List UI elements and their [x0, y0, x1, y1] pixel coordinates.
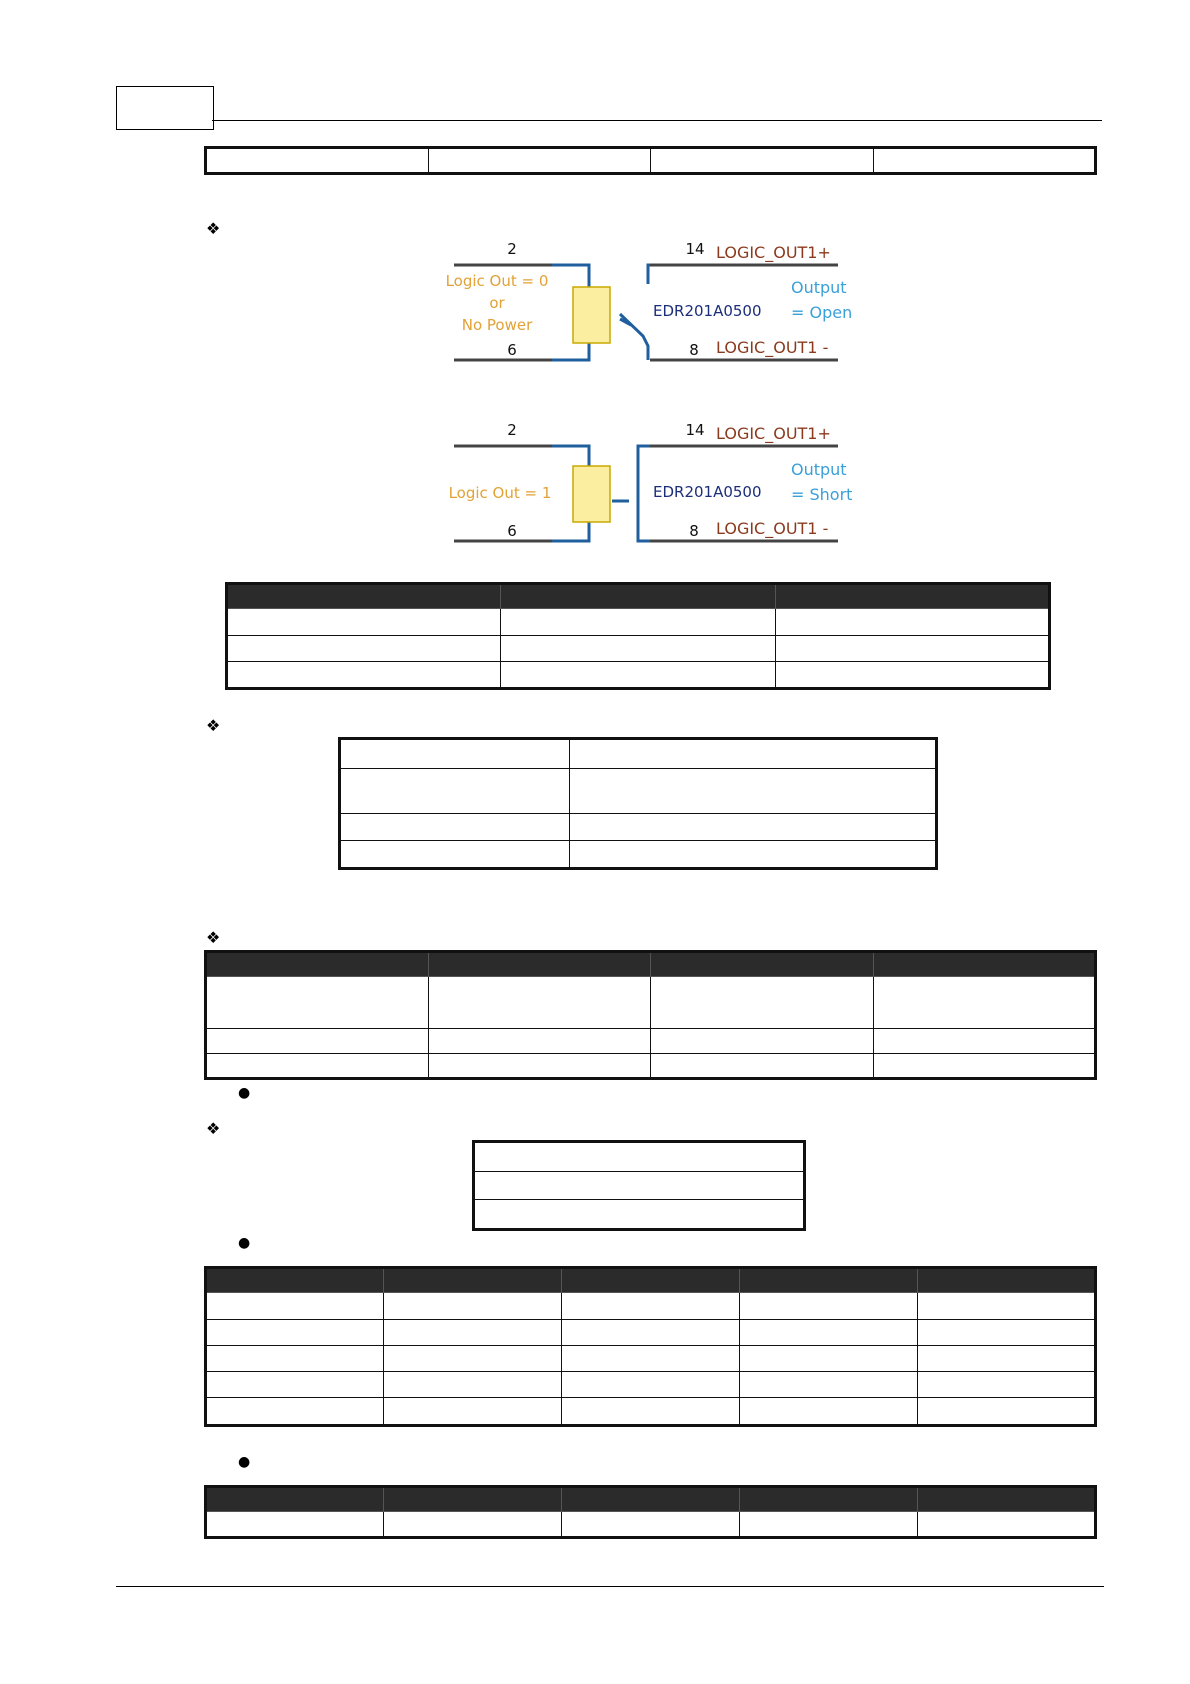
- output-result-line1: Output: [791, 278, 847, 297]
- relay-part-number: EDR201A0500: [653, 483, 762, 501]
- net-logic-out-plus: LOGIC_OUT1+: [716, 243, 831, 262]
- logic-state-line1: Logic Out = 0: [445, 272, 549, 290]
- pin-8-label: 8: [689, 341, 699, 359]
- relay-diagram-open: [440, 236, 880, 368]
- pin-8-label: 8: [689, 522, 699, 540]
- bullet-2: ●: [238, 1235, 251, 1251]
- bullet-3: ●: [238, 1454, 251, 1470]
- net-logic-out-plus: LOGIC_OUT1+: [716, 424, 831, 443]
- pin-6-label: 6: [507, 341, 517, 359]
- pin-14-label: 14: [685, 240, 705, 258]
- pin-2-label: 2: [507, 240, 517, 258]
- relay-diagram-short: [440, 418, 880, 550]
- section-marker-2: ❖: [206, 716, 221, 735]
- specification-table: [204, 950, 1097, 1080]
- logic-state-line3: No Power: [461, 316, 533, 334]
- header-info-table: [204, 146, 1097, 175]
- logic-state-line2: or: [489, 294, 505, 312]
- section-marker-1: ❖: [206, 219, 221, 238]
- bullet-1: ●: [238, 1085, 251, 1101]
- net-logic-out-minus: LOGIC_OUT1 -: [716, 519, 829, 538]
- summary-table: [204, 1485, 1097, 1539]
- section-marker-3: ❖: [206, 928, 221, 947]
- parameter-table: [338, 737, 938, 870]
- relay-state-table: [225, 582, 1051, 690]
- footer-rule: [116, 1586, 1104, 1587]
- output-result-line2: = Short: [791, 485, 853, 504]
- relay-part-number: EDR201A0500: [653, 302, 762, 320]
- pin-6-label: 6: [507, 522, 517, 540]
- section-marker-4: ❖: [206, 1119, 221, 1138]
- net-logic-out-minus: LOGIC_OUT1 -: [716, 338, 829, 357]
- option-table: [472, 1140, 806, 1231]
- relay-coil: [573, 287, 610, 343]
- header-rule: [212, 120, 1102, 121]
- output-result-line1: Output: [791, 460, 847, 479]
- pin-2-label: 2: [507, 421, 517, 439]
- logic-state-line1: Logic Out = 1: [448, 484, 552, 502]
- relay-coil: [573, 466, 610, 522]
- header-page-box: [116, 86, 214, 130]
- output-result-line2: = Open: [791, 303, 853, 322]
- data-table: [204, 1266, 1097, 1427]
- pin-14-label: 14: [685, 421, 705, 439]
